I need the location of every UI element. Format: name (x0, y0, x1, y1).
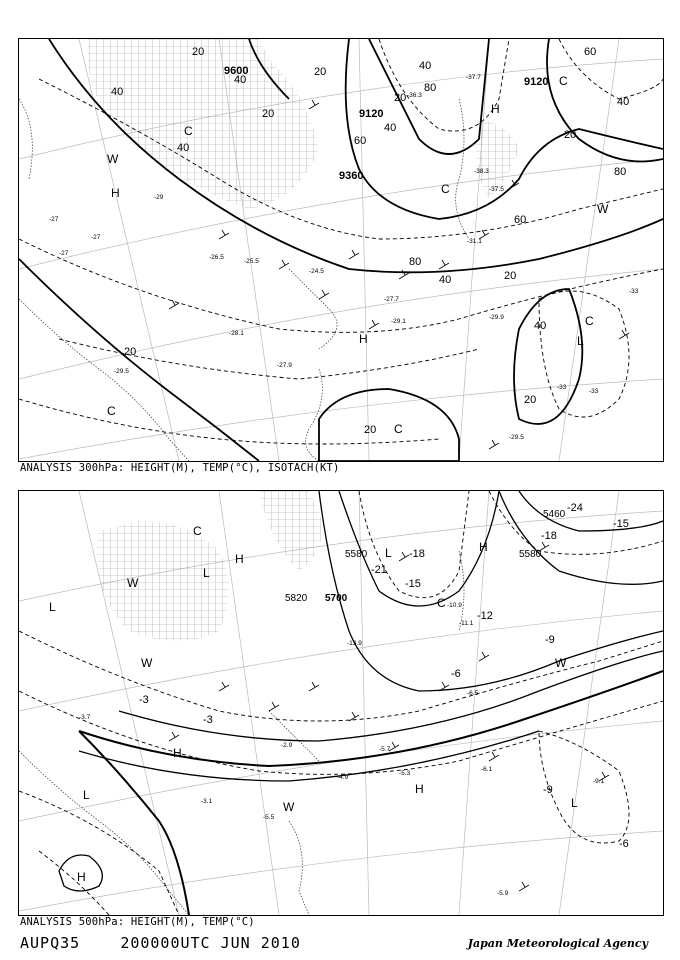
temp-value: -13.9 (347, 640, 362, 647)
center-label: W (283, 800, 295, 814)
isotach-label: 20 (394, 92, 407, 104)
temp-value: -33 (589, 388, 599, 395)
caption-300hpa: ANALYSIS 300hPa: HEIGHT(M), TEMP(°C), ISOTACH(KT) (20, 462, 340, 474)
center-label: W (141, 656, 153, 670)
temp-value: -4.9 (337, 774, 349, 781)
pressure-centers (49, 524, 578, 884)
temp-value: -26.5 (209, 254, 224, 261)
isotherm-label: -15 (613, 518, 629, 530)
center-label: C (184, 124, 193, 138)
isotherm-label: -3 (139, 694, 149, 706)
temp-value: -10.9 (447, 602, 462, 609)
temp-value: -24.5 (309, 268, 324, 275)
center-label: H (359, 332, 368, 346)
height-label: 5460 (543, 509, 566, 520)
isotach-label: 40 (384, 122, 397, 134)
center-label: L (571, 796, 578, 810)
temp-value: -6.5 (467, 690, 479, 697)
temp-value: -29.5 (114, 368, 129, 375)
isotherm-label: -6 (451, 668, 461, 680)
center-label: H (415, 782, 424, 796)
height-label: 5580 (345, 549, 368, 560)
temp-value: -3.7 (79, 714, 91, 721)
center-label: H (111, 186, 120, 200)
isotach-label: 80 (614, 166, 627, 178)
center-label: L (83, 788, 90, 802)
center-label: W (597, 202, 609, 216)
isotach-label: 20 (124, 346, 137, 358)
height-label: 5820 (285, 593, 308, 604)
center-label: C (394, 422, 403, 436)
isotach-label: 20 (564, 129, 577, 141)
center-label: L (203, 566, 210, 580)
temp-value: -6.1 (481, 766, 493, 773)
center-label: H (77, 870, 86, 884)
isotach-label: 20 (192, 46, 205, 58)
center-label: H (173, 746, 182, 760)
temp-value: -38.3 (474, 168, 489, 175)
center-label: H (479, 540, 488, 554)
isotach-label: 20 (364, 424, 377, 436)
isotherm-label: -24 (567, 502, 583, 514)
isotherm-label: -6 (619, 838, 629, 850)
temp-value: -27.7 (384, 296, 399, 303)
isotherm-label: -3 (203, 714, 213, 726)
isotach-label: 20 (524, 394, 537, 406)
temp-value: -5.3 (399, 770, 411, 777)
center-label: H (235, 552, 244, 566)
isotach-label: 20 (504, 270, 517, 282)
map-500hpa (18, 490, 664, 916)
temp-value: -29.1 (391, 318, 406, 325)
height-labels (285, 509, 566, 604)
center-label: W (107, 152, 119, 166)
isotach-label: 60 (584, 46, 597, 58)
isotherm-label: -18 (409, 548, 425, 560)
center-label: C (585, 314, 594, 328)
isotach-label: 40 (177, 142, 190, 154)
temp-value: -29.5 (509, 434, 524, 441)
center-label: L (49, 600, 56, 614)
center-label: W (127, 576, 139, 590)
isotach-label: 40 (534, 320, 547, 332)
main-contour (79, 671, 663, 915)
temp-value: -5.5 (263, 814, 275, 821)
temp-value: -33 (629, 288, 639, 295)
isotach-label: 40 (234, 74, 247, 86)
height-label: 9120 (524, 76, 549, 88)
isotach-label: 80 (409, 256, 422, 268)
height-label: 9360 (339, 170, 364, 182)
center-label: L (577, 334, 584, 348)
temp-value: -31.1 (467, 238, 482, 245)
isotach-label: 40 (419, 60, 432, 72)
temp-value: -27.9 (277, 362, 292, 369)
valid-time: 200000UTC JUN 2010 (120, 934, 301, 952)
temp-value: -25.5 (244, 258, 259, 265)
height-label: 9600 (224, 65, 249, 77)
center-label: C (559, 74, 568, 88)
center-label: C (193, 524, 202, 538)
temp-value: -5.9 (497, 890, 509, 897)
isotherm-label: -15 (405, 578, 421, 590)
isotach-label: 40 (617, 96, 630, 108)
temp-value: -27 (59, 250, 69, 257)
agency-name: Japan Meteorological Agency (467, 937, 648, 950)
temp-value: -27 (91, 234, 101, 241)
map-300hpa (18, 38, 664, 462)
center-label: H (491, 102, 500, 116)
temp-value: -33 (557, 384, 567, 391)
caption-500hpa: ANALYSIS 500hPa: HEIGHT(M), TEMP(°C) (20, 916, 255, 928)
temp-value: -27 (49, 216, 59, 223)
center-label: C (441, 182, 450, 196)
isotach-label: 40 (111, 86, 124, 98)
height-label: 9120 (359, 108, 384, 120)
isotach-label: 60 (514, 214, 527, 226)
height-label: 5580 (519, 549, 542, 560)
isotach-label: 20 (262, 108, 275, 120)
center-label: C (107, 404, 116, 418)
center-label: L (385, 546, 392, 560)
temp-value: -9.1 (593, 778, 605, 785)
isotherm-label: -9 (543, 784, 553, 796)
isotach-label: 80 (424, 82, 437, 94)
center-label: W (555, 656, 567, 670)
temp-value: -28.1 (229, 330, 244, 337)
temp-value: -5.7 (379, 746, 391, 753)
temp-value: -29 (154, 194, 164, 201)
chart-id (20, 934, 301, 952)
temp-value: -3.1 (201, 798, 213, 805)
chart-code: AUPQ35 (20, 934, 81, 952)
isotherm-label: -9 (545, 634, 555, 646)
height-label: 5700 (325, 593, 348, 604)
isotherm-label: -21 (371, 564, 387, 576)
isotach-label: 40 (439, 274, 452, 286)
temp-value: -2.9 (281, 742, 293, 749)
isotherm-label: -18 (541, 530, 557, 542)
temp-value: -37.5 (489, 186, 504, 193)
temp-value: -36.3 (407, 92, 422, 99)
temp-value: -37.7 (466, 74, 481, 81)
temperature-values (79, 602, 605, 897)
temp-value: -11.1 (459, 620, 474, 627)
temp-value: -29.9 (489, 314, 504, 321)
isotach-label: 60 (354, 135, 367, 147)
center-label: C (437, 596, 446, 610)
isotach-label: 20 (314, 66, 327, 78)
isotherm-label: -12 (477, 610, 493, 622)
